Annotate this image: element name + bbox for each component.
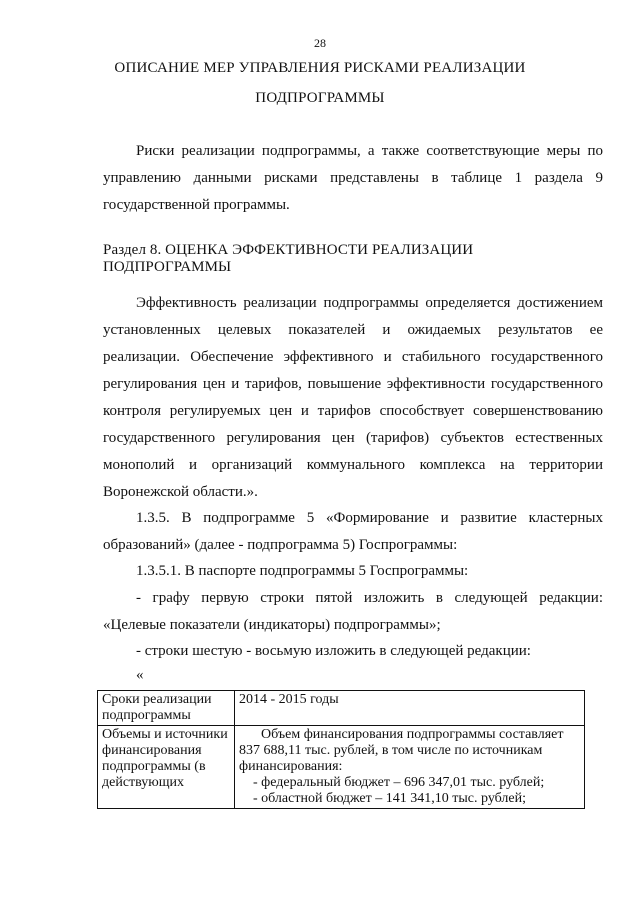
financing-intro-text: Объем финансирования подпрограммы составляет 837 688,11 тыс. рублей, в том числе по источникам финансирования: xyxy=(239,727,564,774)
table-value-cell xyxy=(235,726,585,809)
table-label-cell: Сроки реализации подпрограммы xyxy=(98,691,235,726)
table-label-cell: Объемы и источники финансирования подпрограммы (в действующих xyxy=(98,726,235,809)
passport-table xyxy=(97,690,585,809)
table-value-cell: 2014 - 2015 годы xyxy=(235,691,585,726)
section-heading-line-2: ПОДПРОГРАММЫ xyxy=(255,90,385,106)
section-heading-line-1: ОПИСАНИЕ МЕР УПРАВЛЕНИЯ РИСКАМИ РЕАЛИЗАЦИИ xyxy=(114,60,526,76)
rows-six-eight-paragraph: - строки шестую - восьмую изложить в следующей редакции: xyxy=(136,643,531,659)
item-1-3-5-paragraph: 1.3.5. В подпрограмме 5 «Формирование и развитие кластерных образований» (далее - подпрограмма 5) Госпрограммы: xyxy=(103,510,603,553)
section-8-title: Раздел 8. ОЦЕНКА ЭФФЕКТИВНОСТИ РЕАЛИЗАЦИИ ПОДПРОГРАММЫ xyxy=(103,242,474,275)
efficiency-paragraph: Эффективность реализации подпрограммы определяется достижением установленных целевых показателей и ожидаемых результатов ее реализации. Обеспечение эффективного и стабильного государственного регулирования цен и тарифов, повышение эффективности государственного контроля регулируемых цен и тарифов способствует совершенствованию государственного регулирования цен (тарифов) субъектов естественных монополий и организаций коммунального комплекса на территории Воронежской области.». xyxy=(103,295,603,500)
table-row xyxy=(98,726,585,809)
page-number: 28 xyxy=(314,36,326,50)
table-row xyxy=(98,691,585,726)
financing-regional-text: - областной бюджет – 141 341,10 тыс. рублей; xyxy=(253,791,526,806)
item-1-3-5-1-paragraph: 1.3.5.1. В паспорте подпрограммы 5 Госпрограммы: xyxy=(136,563,469,579)
risks-paragraph: Риски реализации подпрограммы, а также соответствующие меры по управлению данными рисками представлены в таблице 1 раздела 9 государственной программы. xyxy=(103,143,603,213)
opening-quote-mark: « xyxy=(136,667,144,683)
column-first-row-paragraph: - графу первую строки пятой изложить в следующей редакции: «Целевые показатели (индикаторы) подпрограммы»; xyxy=(103,590,603,633)
financing-federal-text: - федеральный бюджет – 696 347,01 тыс. рублей; xyxy=(253,775,545,790)
